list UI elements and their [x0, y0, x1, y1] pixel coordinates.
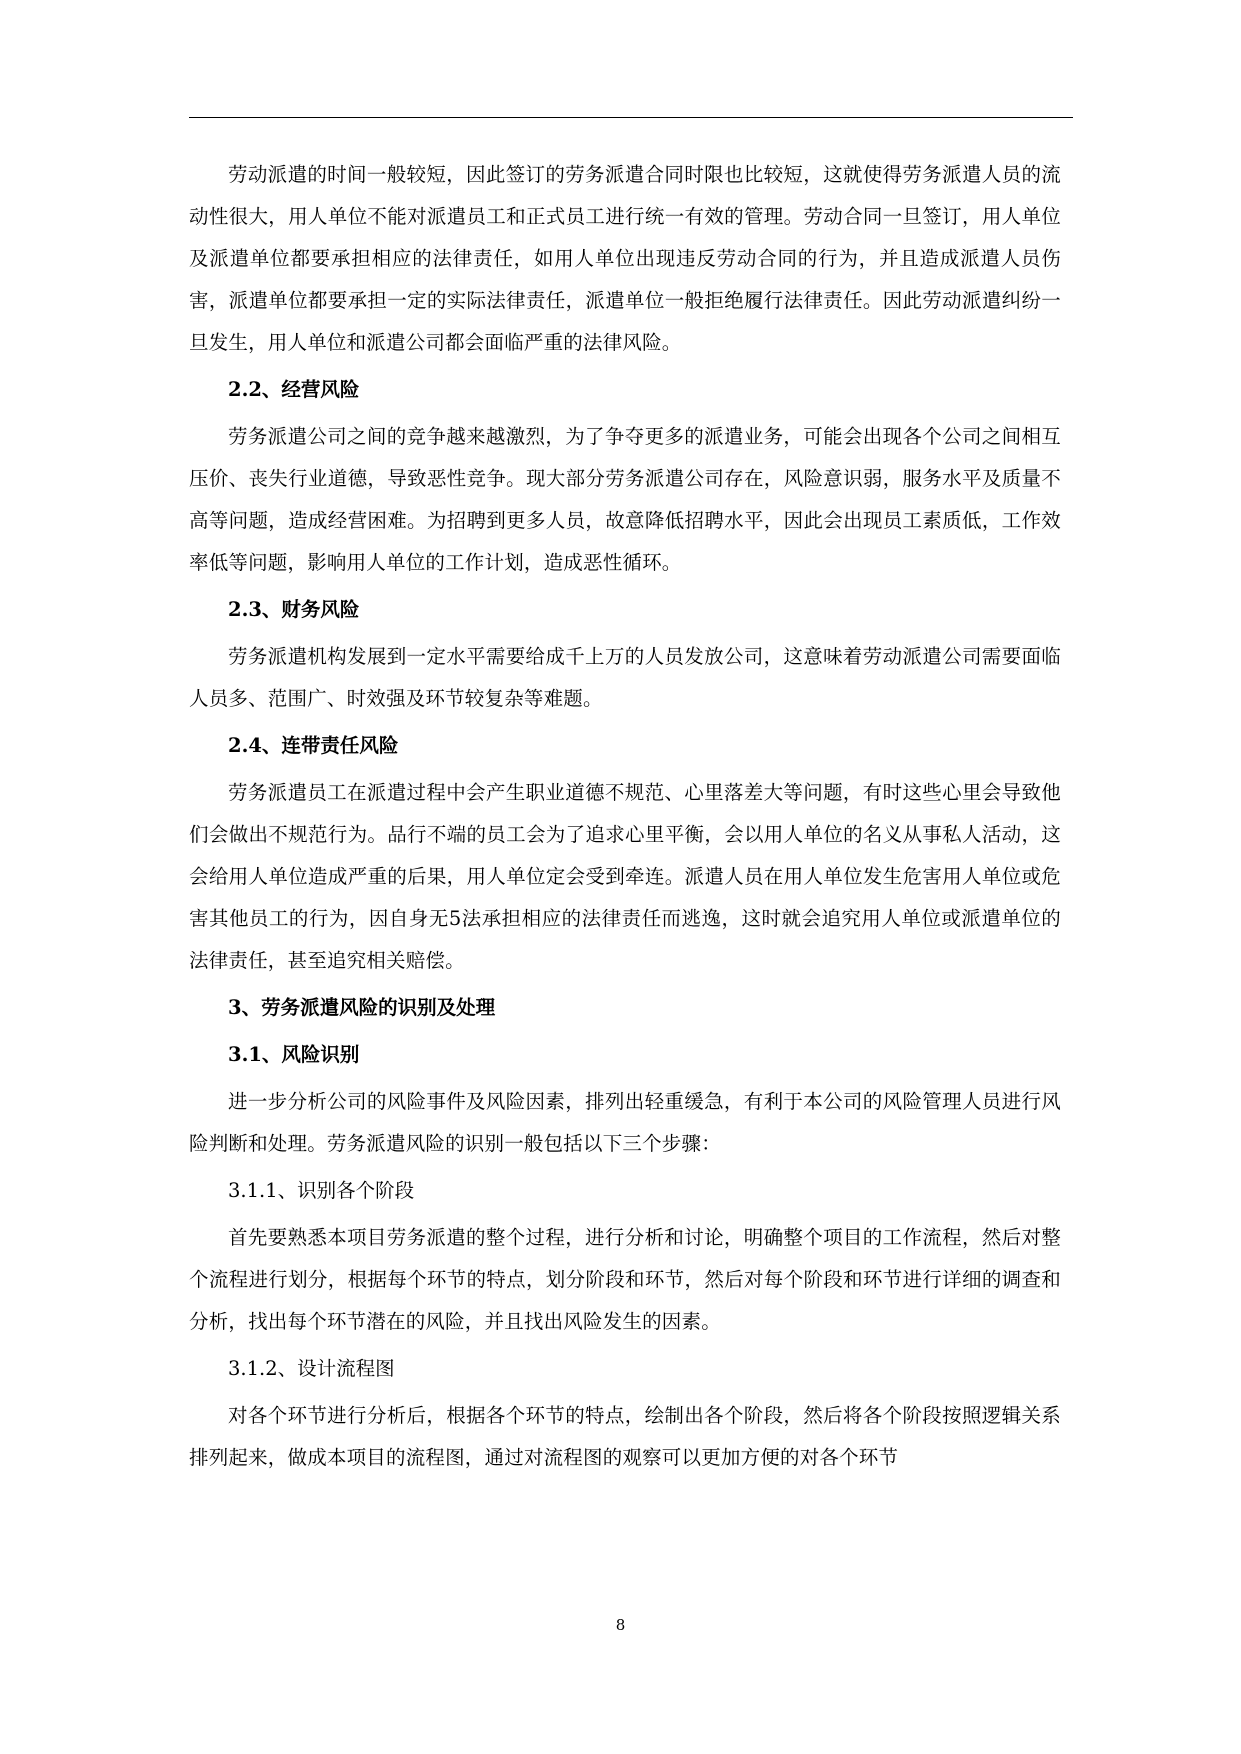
paragraph: 劳务派遣员工在派遣过程中会产生职业道德不规范、心里落差大等问题，有时这些心里会导致他们会做出不规范行为。品行不端的员工会为了追求心里平衡，会以用人单位的名义从事私人活动，这会给用人单位造成严重的后果，用人单位定会受到牵连。派遣人员在用人单位发生危害用人单位或危害其他员工的行为，因自身无5法承担相应的法律责任而逃逸，这时就会追究用人单位或派遣单位的法律责任，甚至追究相关赔偿。 — [189, 781, 1061, 972]
header-rule — [189, 117, 1073, 118]
paragraph: 劳务派遣机构发展到一定水平需要给成千上万的人员发放公司，这意味着劳动派遣公司需要面临人员多、范围广、时效强及环节较复杂等难题。 — [189, 645, 1061, 710]
subsection-heading: 3.1.2、设计流程图 — [228, 1357, 395, 1380]
page-number: 8 — [615, 1616, 626, 1634]
paragraph: 进一步分析公司的风险事件及风险因素，排列出轻重缓急，有利于本公司的风险管理人员进行风险判断和处理。劳务派遣风险的识别一般包括以下三个步骤： — [189, 1090, 1061, 1155]
document-body — [189, 154, 1061, 1484]
section-heading: 2.3、财务风险 — [228, 598, 360, 621]
chapter-heading: 3、劳务派遣风险的识别及处理 — [228, 996, 496, 1019]
subsection-heading: 3.1.1、识别各个阶段 — [228, 1179, 415, 1202]
section-heading: 2.2、经营风险 — [228, 378, 360, 401]
section-heading: 2.4、连带责任风险 — [228, 734, 399, 757]
paragraph: 首先要熟悉本项目劳务派遣的整个过程，进行分析和讨论，明确整个项目的工作流程，然后对整个流程进行划分，根据每个环节的特点，划分阶段和环节，然后对每个阶段和环节进行详细的调查和分析，找出每个环节潜在的风险，并且找出风险发生的因素。 — [189, 1226, 1061, 1333]
paragraph: 劳务派遣公司之间的竞争越来越激烈，为了争夺更多的派遣业务，可能会出现各个公司之间相互压价、丧失行业道德，导致恶性竞争。现大部分劳务派遣公司存在，风险意识弱，服务水平及质量不高等问题，造成经营困难。为招聘到更多人员，故意降低招聘水平，因此会出现员工素质低，工作效率低等问题，影响用人单位的工作计划，造成恶性循环。 — [189, 425, 1061, 574]
paragraph: 劳动派遣的时间一般较短，因此签订的劳务派遣合同时限也比较短，这就使得劳务派遣人员的流动性很大，用人单位不能对派遣员工和正式员工进行统一有效的管理。劳动合同一旦签订，用人单位及派遣单位都要承担相应的法律责任，如用人单位出现违反劳动合同的行为，并且造成派遣人员伤害，派遣单位都要承担一定的实际法律责任，派遣单位一般拒绝履行法律责任。因此劳动派遣纠纷一旦发生，用人单位和派遣公司都会面临严重的法律风险。 — [189, 163, 1061, 354]
paragraph: 对各个环节进行分析后，根据各个环节的特点，绘制出各个阶段，然后将各个阶段按照逻辑关系排列起来，做成本项目的流程图，通过对流程图的观察可以更加方便的对各个环节 — [189, 1404, 1061, 1469]
section-heading: 3.1、风险识别 — [228, 1043, 360, 1066]
